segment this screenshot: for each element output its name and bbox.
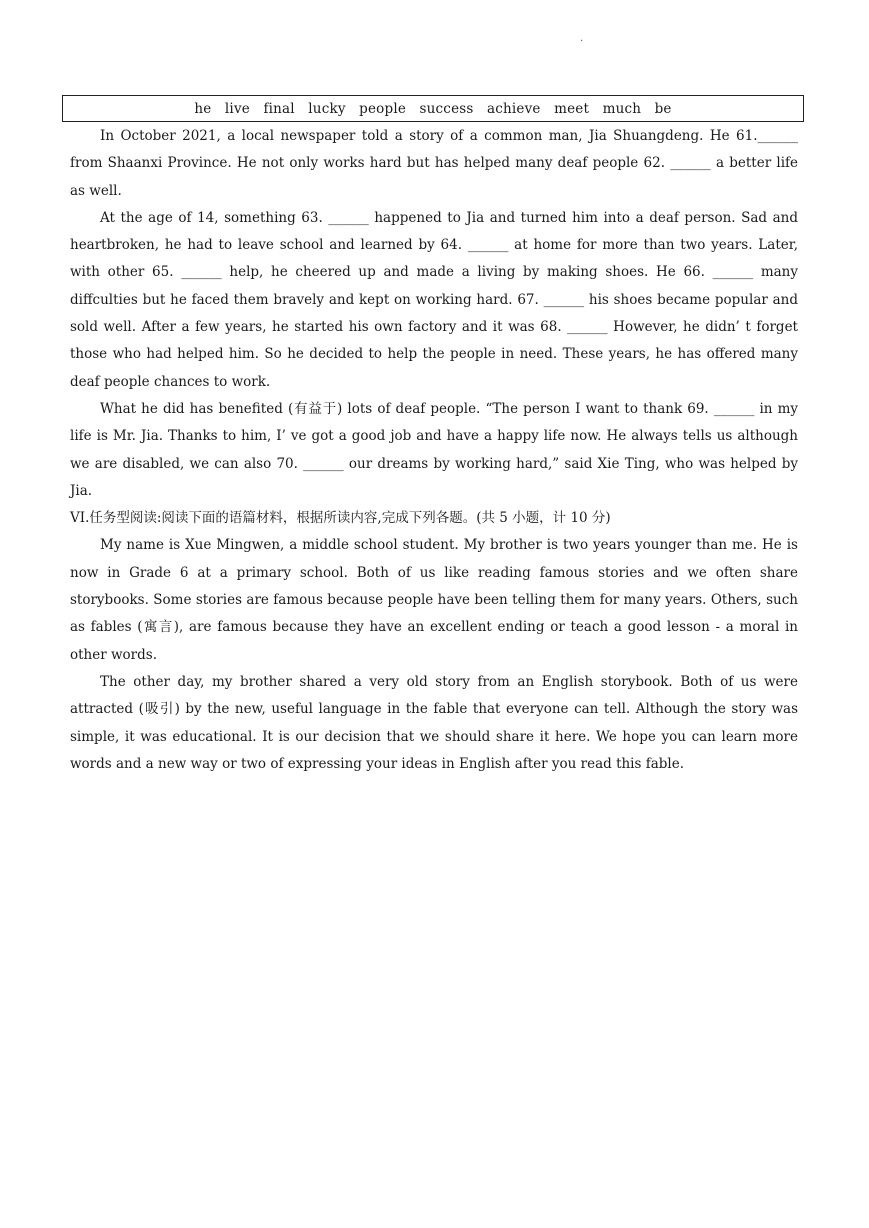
passage-paragraph-3: What he did has benefited (有益于) lots of deaf people. “The person I want to thank 69. ______ in my life is Mr. Jia. Thanks to him, I’ ve got a good job and have a happy life now. He always tells us although we are disabled, we can also 70. ______ our dreams by working hard,” said Xie Ting, who was helped by Jia.	[70, 400, 798, 499]
reading-paragraph-2: The other day, my brother shared a very old story from an English storybook. Both of us were attracted (吸引) by the new, useful language in the fable that everyone can tell. Although the story was simple, it was educational. It is our decision that we should share it here. We hope you can learn more words and a new way or two of expressing your ideas in English after you read this fable.	[70, 673, 798, 772]
header-mark: .	[580, 33, 584, 44]
reading-paragraph-1: My name is Xue Mingwen, a middle school student. My brother is two years younger than me. He is now in Grade 6 at a primary school. Both of us like reading famous stories and we often share storybooks. Some stories are famous because people have been telling them for many years. Others, such as fables (寓言), are famous because they have an excellent ending or teach a good lesson - a moral in other words.	[70, 537, 798, 663]
passage-paragraph-1: In October 2021, a local newspaper told a story of a common man, Jia Shuangdeng. He 61.______ from Shaanxi Province. He not only works hard but has helped many deaf people 62. ______ a better life as well.	[70, 128, 798, 199]
passage-paragraph-2: At the age of 14, something 63. ______ happened to Jia and turned him into a deaf person. Sad and heartbroken, he had to leave school and learned by 64. ______ at home for more than two years. Later, with other 65. ______ help, he cheered up and made a living by making shoes. He 66. ______ many diffculties but he faced them bravely and kept on working hard. 67. ______ his shoes became popular and sold well. After a few years, he started his own factory and it was 68. ______ However, he didn’ t forget those who had helped him. So he decided to help the people in need. These years, he has offered many deaf people chances to work.	[70, 209, 798, 390]
document-body	[70, 123, 798, 778]
word-bank-box: he live final lucky people success achieve meet much be	[62, 95, 804, 122]
section-heading: VI.任务型阅读:阅读下面的语篇材料，根据所读内容,完成下列各题。(共 5 小题，计 10 分)	[70, 510, 611, 527]
